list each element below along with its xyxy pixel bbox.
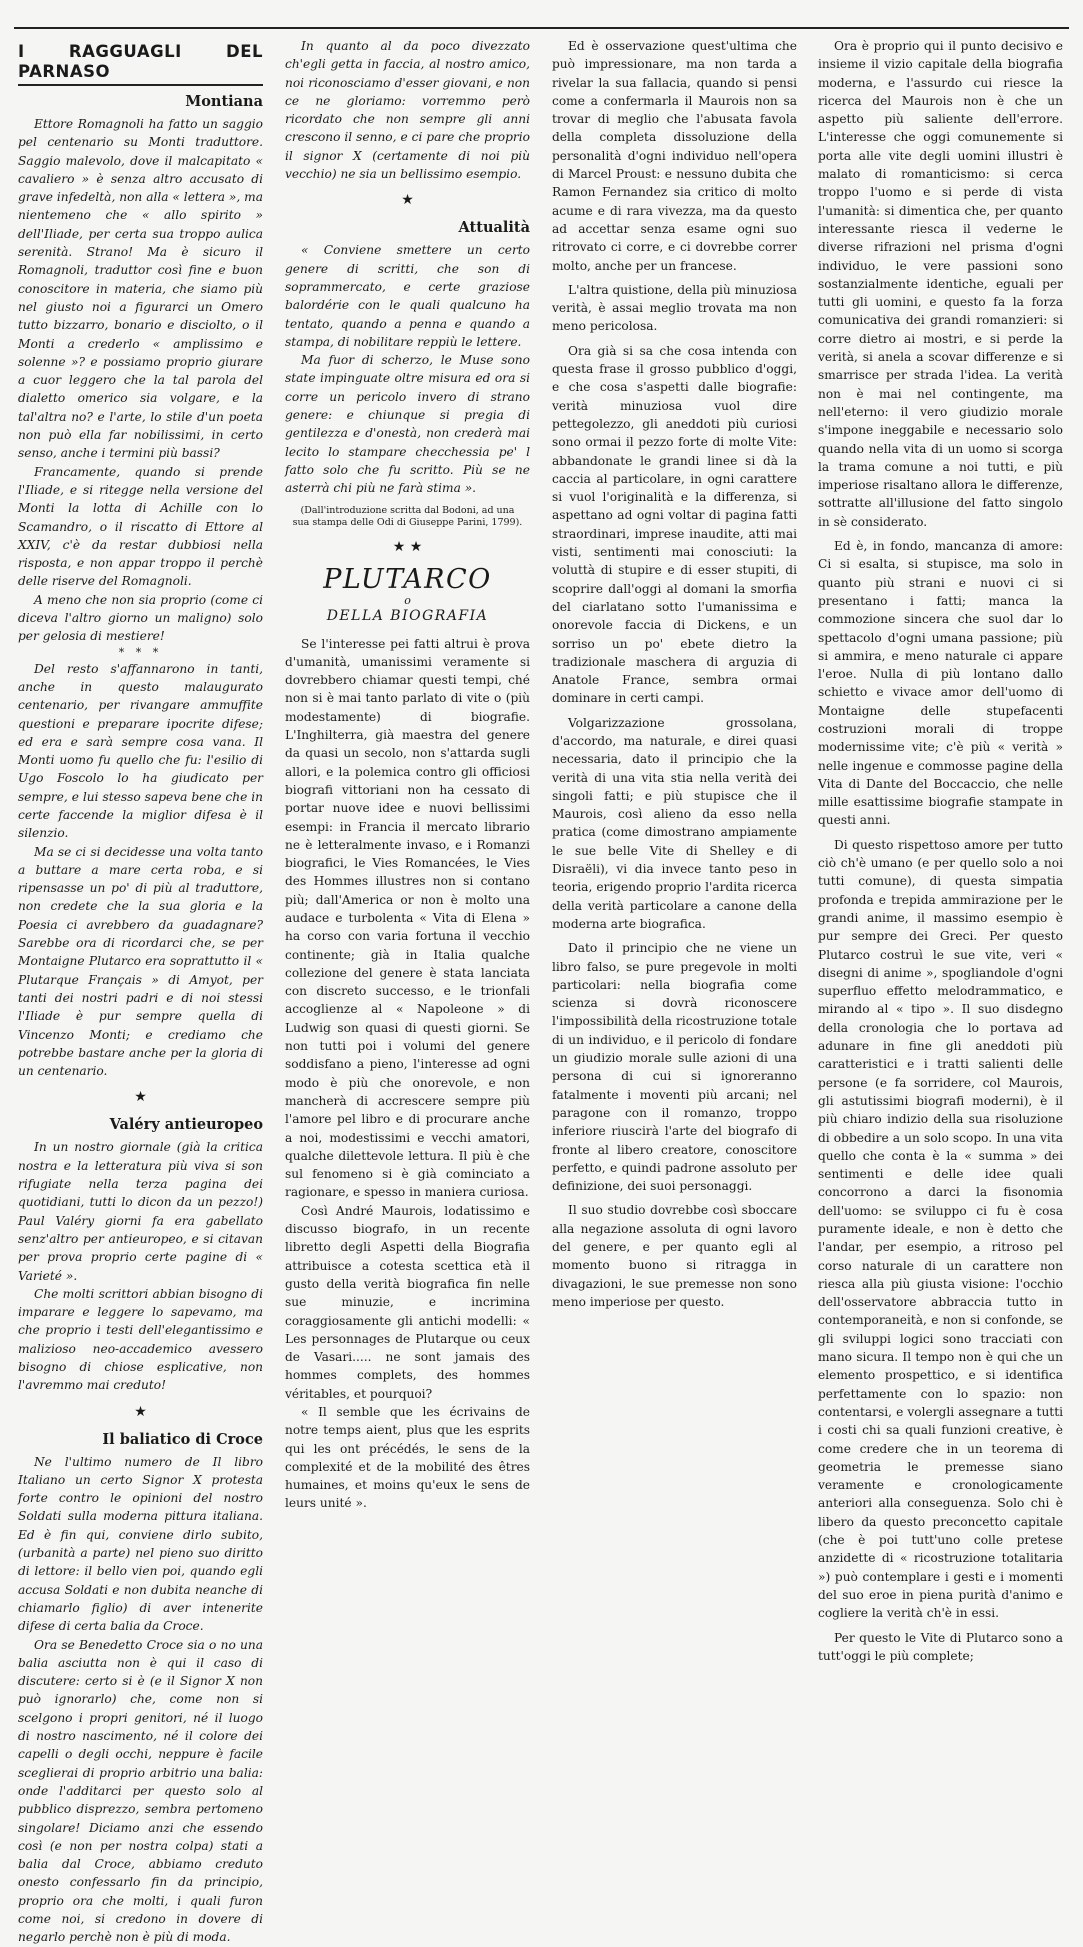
paragraph: Volgarizzazione grossolana, d'accordo, ma naturale, e direi quasi necessaria, dato il principio che la verità di una vita stia nella verità dei singoli fatti; e più stupisce che il Maurois, così alieno da esso nella pratica (come dimostrano ampiamente le sue belle Vite di Shelley e di Disraëli), vi dia invece tanto peso in teoria, erigendo proprio l'ardita ricerca della verità particolare a canone della moderna arte biografica. [552, 715, 797, 931]
paragraph: Ne l'ultimo numero de Il libro Italiano un certo Signor X protesta forte contro le opinioni del nostro Soldati sulla moderna pittura italiana. Ed è fin qui, conviene dirlo subito, (urbanità a parte) nel pieno suo diritto di lettore: il bello vien poi, quando egli accusa Soldati e non dubita neanche di chiamarlo figlio) di aver intenerite difese di certa balia da Croce. [18, 1454, 263, 1634]
paragraph: « Il semble que les écrivains de notre temps aient, plus que les esprits qui les ont précédés, le sens de la complexité et de la mobilité des êtres humaines, et moins qu'eux le sens de leurs unité ». [285, 1405, 530, 1511]
paragraph: Ora già si sa che cosa intenda con questa frase il grosso pubblico d'oggi, e che cosa s'aspetti dalle biografie: verità minuziosa vuol dire pettegolezzo, gli aneddoti più curiosi sono ormai il pezzo forte di molte Vite: abbandonate le grandi linee si dà la caccia al particolare, in ogni carattere si vuol l'originalità e la differenza, si aspettano ad ogni voltar di pagina fatti straordinari, imprese inaudite, atti mai visti, sentimenti mai conosciuti: la voluttà di stupire e di esser stupiti, di scoprire dall'oggi al domani la smorfia del ciarlatano sotto l'umanissima e onorevole faccia di Dickens, e un sorriso un po' ebete dietro la tradizionale maschera di arguzia di Anatole France, sembra ormai dominare in certi campi. [552, 343, 797, 706]
star-ornament: ★ [134, 1403, 147, 1420]
paragraph: « Conviene smettere un certo genere di scritti, che son di soprammercato, e certe graziose balordérie con le quali qualcuno ha tentato, quando a penna e quando a stampa, di nobilitare reppiù le lettere. [285, 243, 530, 349]
section-title-baliatico: Il baliatico di Croce [102, 1430, 263, 1448]
paragraph: A meno che non sia proprio (come ci diceva l'altro giorno un maligno) solo per gelosia di mestiere! [18, 592, 263, 644]
quote-attribution: (Dall'introduzione scritta dal Bodoni, ad una sua stampa delle Odi di Giuseppe Parini, 1799). [292, 504, 523, 529]
masthead: I RAGGUAGLI DEL PARNASO [18, 42, 263, 86]
column-1 [18, 37, 263, 1945]
paragraph: Ettore Romagnoli ha fatto un saggio pel centenario su Monti traduttore. Saggio malevolo, dove il malcapitato « cavaliero » è senza altro accusato di grave infedeltà, non alla « lettera », ma nientemeno che « allo spirito » dell'Iliade, per certa sua troppo aulica serenità. Strano! Ma è sicuro il Romagnoli, traduttor così fine e buon conoscitore in materia, che siamo più nel giusto noi a figurarci un Omero tutto bizzarro, bonario e disciolto, o il Monti a crederlo « amplissimo e solenne »? e possiamo proprio giurare a cuor leggero che la tal parola del dialetto omerico sia volgare, e la tal'altra no? e l'arte, lo stile d'un poeta non può ella far nobilissimi, in certo senso, anche i termini più bassi? [18, 117, 263, 461]
paragraph: L'altra quistione, della più minuziosa verità, è assai meglio trovata ma non meno pericolosa. [552, 282, 797, 334]
paragraph: Il suo studio dovrebbe così sboccare alla negazione assoluta di ogni lavoro del genere, e per quanto egli al momento buono si ritragga in divagazioni, le sue premesse non sono meno imperiose per questo. [552, 1203, 797, 1309]
paragraph: Francamente, quando si prende l'Iliade, e si ritegge nella versione del Monti la lotta di Achille con lo Scamandro, o il riscatto di Ettore al XXIV, c'è da restar dubbiosi nella risposta, e non appar troppo il perchè delle riserve del Romagnoli. [18, 464, 263, 589]
paragraph: Ed è osservazione quest'ultima che può impressionare, ma non tarda a rivelar la sua fallacia, quando si pensi come a confermarla il Maurois non sa trovar di meglio che l'abusata favola della completa dissoluzione della personalità d'ogni individuo nell'opera di Marcel Proust: e nessuno dubita che Ramon Fernandez sia critico di molto acume e di rara vivezza, ma da questo ad accettar senza esame ogni suo ritrovato ci corre, e ci dovrebbe correr molto, anche per un francese. [552, 39, 797, 273]
article-title: PLUTARCO [323, 563, 492, 595]
paragraph: Ma se ci si decidesse una volta tanto a buttare a mare certa roba, e si ripensasse un po' di più al traduttore, non credete che la sua gloria e la Poesia ci avrebbero da guadagnare? Sarebbe ora di ricordarci che, se per Montaigne Plutarco era soprattutto il « Plutarque Français » di Amyot, per tanti dei nostri padri e di noi stessi l'Iliade è pur sempre quella di Vincenzo Monti; e crediamo che potrebbe bastare anche per la gloria di un centenario. [18, 844, 263, 1079]
column-2 [285, 37, 530, 1599]
paragraph: Ma fuor di scherzo, le Muse sono state impinguate oltre misura ed ora si corre un pericolo invero di strano genere: e chiunque si pregia di gentilezza e d'onestà, non crederà mai lecito lo stampare checchessia pe' l fatto solo che fu scritto. Più se ne asterrà chi più ne farà stima ». [285, 353, 530, 496]
paragraph: Che molti scrittori abbian bisogno di imparare e leggere lo sapevamo, ma che proprio i testi dell'elegantissimo e malizioso neo-accademico avessero bisogno di chiose esplicative, non l'avremmo mai creduto! [18, 1286, 263, 1393]
paragraph: Se l'interesse pei fatti altrui è prova d'umanità, umanissimi veramente si dovrebbero chiamar questi tempi, ché non si è mai tanto parlato di vite o (più modestamente) di biografie. L'Inghilterra, già maestra del genere da quasi un secolo, non s'attarda sugli allori, e la polemica contro gli officiosi biografi vittoriani non ha cessato di portar nuove idee e nuovi bellissimi esempi: in Francia il mercato librario ne è letteralmente invaso, e i Romanzi biografici, le Vies Romancées, le Vies des Hommes illustres non si contano più; dall'America or non è molto una audace e turbolenta « Vita di Elena » ha corso con varia fortuna il vecchio continente; già in Italia qualche collezione del genere è stata lanciata con discreto successo, e le trionfali accoglienze al « Napoleone » di Ludwig son quasi di questi giorni. Se non tutti poi i volumi del genere soddisfano a pieno, l'interesse ad ogni modo è più che onorevole, e non mancherà di accrescere sempre più l'amore pel libro e di procurare anche a noi, modestissimi e vecchi amatori, qualche dilettevole lettura. Il più è che sul fenomeno si è già cominciato a ragionare, e spesso in maniera curiosa. [285, 636, 530, 1200]
paragraph: Di questo rispettoso amore per tutto ciò ch'è umano (e per quello solo a noi tutti comune), di questa simpatia profonda e trepida ammirazione per le grandi anime, il massimo esempio è pur sempre dei Greci. Per questo Plutarco costruì le sue vite, veri « disegni di anime », spogliandole d'ogni superfluo effetto melodrammatico, e mirando al « tipo ». Il suo disdegno della cronologia che lo portava ad adunare in fine gli aneddoti più caratteristici e i tratti salienti delle persone (e fa sorridere, col Maurois, gli astutissimi biografi moderni), è il più chiaro indizio della sua risoluzione di obbedire a un solo scopo. In una vita quello che conta è la « summa » dei sentimenti e delle idee quali concorrono a darci la fisonomia dell'uomo: se sviluppo ci fu è cosa puramente ideale, e non è detto che l'andar, per esempio, a ritroso pel corso naturale di un carattere non riesca alla più giusta visione: l'occhio dell'osservatore abbraccia tutto in contemporaneità, e non si confonde, se gli sviluppi logici sono tracciati con mano sicura. Il tempo non è qui che un elemento prospettico, e si identifica perfettamente con lo spazio: non contentarsi, e volergli assegnare a tutti i costi chi sa quali funzioni creative, è come credere che in un teorema di geometria le premesse siano veramente e cronologicamente anteriori alla conseguenza. Solo chi è libero da questo preconcetto capitale (che è poi tutt'uno colle pretese anzidette di « ricostruzione totalitaria ») può contemplare i gesti e i momenti del suo eroe in piena purità d'animo e cogliere la verità ch'è in essi. [818, 837, 1063, 1621]
paragraph: Ora è proprio qui il punto decisivo e insieme il vizio capitale della biografia moderna, e l'assurdo cui riesce la ricerca del Maurois non è che un aspetto più saliente dell'errore. L'interesse che oggi comunemente si porta alle vite degli uomini illustri è malato di romanticismo: si cerca troppo l'uomo e si perde di vista l'umanità: si dimentica che, per quanto interessante riesca il vederne le diverse rifrazioni nel prisma d'ogni individuo, le vere passioni sono sostanzialmente identiche, eguali per tutti gli uomini, e questo fa la forza comunicativa dei grandi romanzieri: si corre dietro ai mostri, e si perde la verità, si anela a scovar differenze e si smarrisce per strada l'idea. La verità non è mai nel contingente, ma nell'eterno: il vero giudizio morale s'impone ineggabile e necessario solo quando nella vita di un uomo si scorga la trama comune a noi tutti, e più imperiose risaltano allora le differenze, sottratte all'illusione del fatto singolo in sè considerato. [818, 39, 1063, 529]
paragraph: Del resto s'affannarono in tanti, anche in questo malaugurato centenario, per rivangare ammuffite questioni e preparare ipocrite difese; ed era e sarà sempre cosa vana. Il Monti uomo fu quello che fu: l'esilio di Ugo Foscolo lo ha giudicato per sempre, e lui stesso sapeva bene che in certe faccende la miglior difesa è il silenzio. [18, 661, 263, 841]
paragraph: Ed è, in fondo, mancanza di amore: Ci si esalta, si stupisce, ma solo in quanto più strani e nuovi ci si presentano i fatti; manca la commozione sincera che suol dar lo spettacolo d'ogni umana passione; più si ammira, e meno naturale ci appare l'eroe. Nulla di più lontano dallo schietto e vivace amor dell'uomo di Montaigne delle stupefacenti costruzioni morali di troppe modernissime vite; c'è più « verità » nelle ingenue e commosse pagine della Vita di Dante del Boccaccio, che nelle mille esattissime biografie stampate in questi anni. [818, 539, 1063, 828]
article-subtitle: DELLA BIOGRAFIA [326, 607, 489, 624]
paragraph: Dato il principio che ne viene un libro falso, se pure pregevole in molti particolari: nella biografia come scienza si dovrà riconoscere l'impossibilità della ricostruzione totale di un individuo, e il pericolo di fondare un giudizio morale sulle azioni di una persona di cui si ignoreranno fatalmente i moventi più arcani; nel paragone con il romanzo, troppo inferiore riuscirà l'arte del biografo di fronte al libero creatore, conoscitore perfetto, e quindi padrone assoluto per definizione, dei suoi personaggi. [552, 941, 797, 1194]
paragraph: Così André Maurois, lodatissimo e discusso biografo, in un recente libretto degli Aspetti della Biografia attribuisce a cotesta scettica età il gusto della verità biografica fin nelle sue minuzie, e incrimina coraggiosamente gli antichi modelli: « Les personnages de Plutarque ou ceux de Vasari..... ne sont jamais des hommes complets, des hommes véritables, et pourquoi? [285, 1203, 530, 1401]
double-star-ornament: ★ ★ [392, 538, 423, 555]
article-title-conjunction: o [404, 593, 411, 607]
paragraph: In quanto al da poco divezzato ch'egli getta in faccia, al nostro amico, noi riconosciamo d'esser giovani, e non ce ne gloriamo: vorremmo però ricordato che non sempre gli anni crescono il senno, e ci pare che proprio il signor X (certamente di noi più vecchio) ne sia un bellissimo esempio. [285, 39, 530, 182]
star-ornament: ★ [134, 1089, 147, 1106]
section-title-attualita: Attualità [458, 219, 530, 237]
paragraph: In un nostro giornale (già la critica nostra e la letteratura più viva si son rifugiate nella terza pagina dei quotidiani, tutti lo dicon da un pezzo!) Paul Valéry giorni fa era gabellato senz'altro per antieuropeo, e si citavan per prova proprio certe pagine di « Varieté ». [18, 1140, 263, 1283]
section-title-montiana: Montiana [185, 93, 263, 110]
asterism-separator: * * * [118, 645, 163, 659]
column-3 [552, 37, 797, 1599]
paragraph: Per questo le Vite di Plutarco sono a tutt'oggi le più complete; [818, 1630, 1063, 1663]
star-ornament: ★ [401, 192, 414, 209]
column-4 [818, 37, 1063, 1663]
section-title-valery: Valéry antieuropeo [109, 1116, 263, 1134]
top-rule [14, 27, 1069, 29]
paragraph: Ora se Benedetto Croce sia o no una balia asciutta non è qui il caso di discutere: certo si è (e il Signor X non può ignorarlo) che, come non si scelgono i propri genitori, né il luogo di nostro nascimento, né il colore dei capelli o degli occhi, neppure è facile sceglierai di proprio arbitrio una balia: onde l'additarci per questo solo al pubblico disprezzo, sembra pertomeno singolare! Diciamo anzi che essendo così (e non per nostra colpa) stati a balia dal Croce, abbiamo creduto onesto confessarlo fin da principio, proprio ora che molti, i quali furon come noi, si credono in dovere di negarlo perchè non è più di moda. [18, 1637, 263, 1945]
